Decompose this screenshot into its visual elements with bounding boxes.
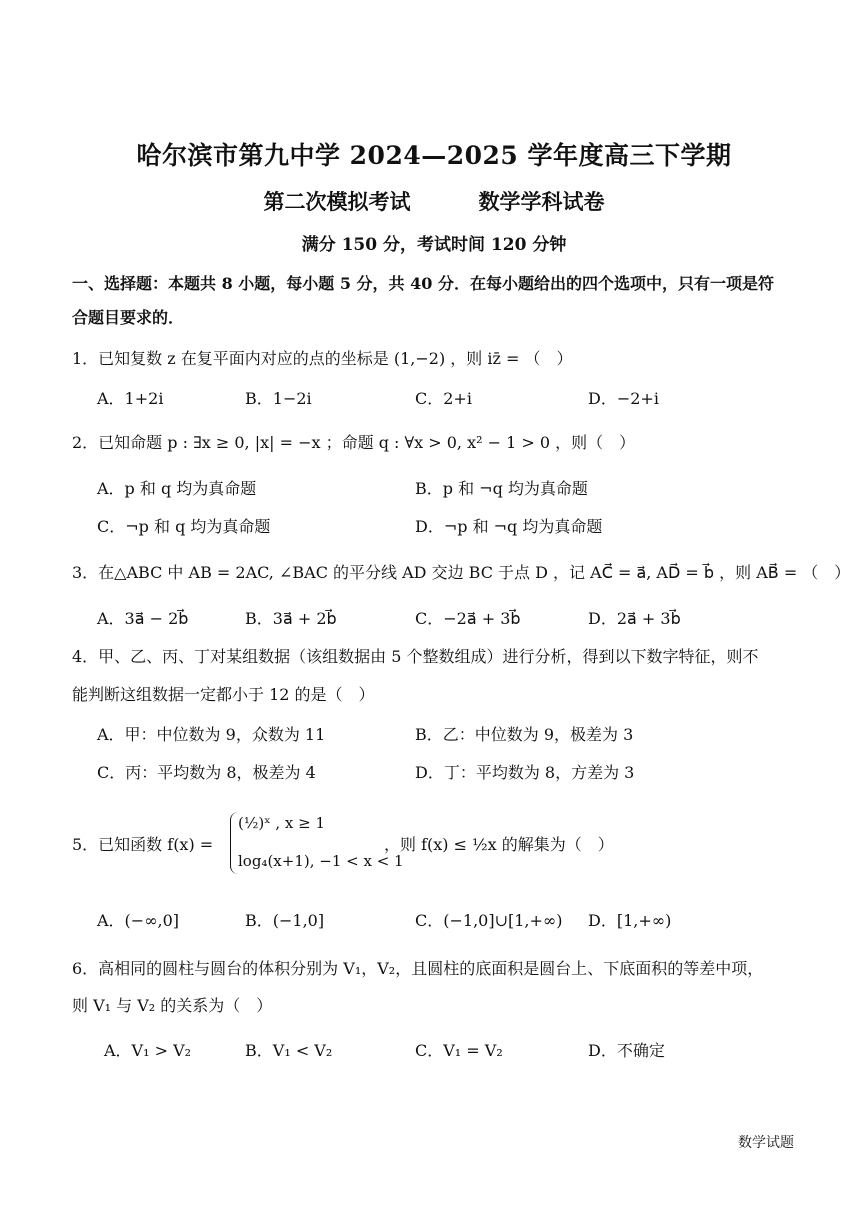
question-4-option-c[interactable]: C．丙：平均数为 8，极差为 4 — [97, 763, 316, 782]
question-2-stem: 2．已知命题 p : ∃x ≥ 0, |x| = −x ；命题 q : ∀x > 0, x² − 1 > 0 ，则（ ） — [72, 433, 636, 452]
question-5-prefix: 5．已知函数 f(x) = — [72, 835, 214, 854]
question-3-option-c[interactable]: C．−2a⃗ + 3b⃗ — [415, 609, 521, 628]
question-3-option-d[interactable]: D．2a⃗ + 3b⃗ — [588, 609, 681, 628]
question-4-option-b[interactable]: B．乙：中位数为 9，极差为 3 — [415, 725, 634, 744]
question-5-option-b[interactable]: B．(−1,0] — [245, 911, 325, 930]
question-6-stem-line1: 6．高相同的圆柱与圆台的体积分别为 V₁，V₂，且圆柱的底面积是圆台上、下底面积的等差中项， — [72, 959, 764, 978]
exam-subtitle — [0, 186, 868, 216]
question-1-option-b[interactable]: B．1−2i — [245, 389, 312, 408]
question-6-option-d[interactable]: D．不确定 — [588, 1041, 665, 1060]
exam-title: 哈尔滨市第九中学 2024—2025 学年度高三下学期 — [136, 141, 732, 170]
section-heading-line2: 合题目要求的． — [72, 308, 185, 327]
question-5-case-2: log₄(x+1), −1 < x < 1 — [238, 852, 404, 870]
question-4-stem-line2: 能判断这组数据一定都小于 12 的是（ ） — [72, 685, 375, 704]
exam-info: 满分 150 分，考试时间 120 分钟 — [301, 235, 567, 255]
question-5-option-c[interactable]: C．(−1,0]∪[1,+∞) — [415, 911, 563, 930]
exam-subject: 数学学科试卷 — [478, 189, 605, 214]
question-6-option-c[interactable]: C．V₁ = V₂ — [415, 1041, 503, 1060]
question-6-option-a[interactable]: A．V₁ > V₂ — [104, 1041, 192, 1060]
question-3-stem: 3．在△ABC 中 AB = 2AC, ∠BAC 的平分线 AD 交边 BC 于点 D ，记 AC⃗ = a⃗, AD⃗ = b⃗ ，则 AB⃗ = （ ） — [72, 563, 851, 582]
question-1-option-a[interactable]: A．1+2i — [97, 389, 164, 408]
question-2-option-d[interactable]: D．¬p 和 ¬q 均为真命题 — [415, 517, 603, 536]
question-5-option-a[interactable]: A．(−∞,0] — [97, 911, 180, 930]
exam-type: 第二次模拟考试 — [263, 189, 411, 214]
section-heading-line1: 一、选择题：本题共 8 小题，每小题 5 分，共 40 分．在每小题给出的四个选项中，只有一项是符 — [72, 274, 774, 293]
question-2-option-a[interactable]: A．p 和 q 均为真命题 — [97, 479, 257, 498]
question-5-suffix: ，则 f(x) ≤ ½x 的解集为（ ） — [384, 835, 614, 854]
question-4-option-a[interactable]: A．甲：中位数为 9，众数为 11 — [97, 725, 326, 744]
question-1-option-c[interactable]: C．2+i — [415, 389, 472, 408]
question-1-stem: 1．已知复数 z 在复平面内对应的点的坐标是 (1,−2) ，则 iz̄ = （ ） — [72, 349, 573, 368]
question-2-option-b[interactable]: B．p 和 ¬q 均为真命题 — [415, 479, 588, 498]
question-6-stem-line2: 则 V₁ 与 V₂ 的关系为（ ） — [72, 996, 273, 1015]
question-4-option-d[interactable]: D．丁：平均数为 8，方差为 3 — [415, 763, 635, 782]
page-footer: 数学试题 — [738, 1135, 794, 1151]
question-2-option-c[interactable]: C．¬p 和 q 均为真命题 — [97, 517, 271, 536]
question-5-case-1: (½)ˣ , x ≥ 1 — [238, 814, 326, 832]
question-6-option-b[interactable]: B．V₁ < V₂ — [245, 1041, 333, 1060]
question-4-stem-line1: 4．甲、乙、丙、丁对某组数据（该组数据由 5 个整数组成）进行分析，得到以下数字特征，则不 — [72, 647, 759, 666]
question-3-option-b[interactable]: B．3a⃗ + 2b⃗ — [245, 609, 337, 628]
question-3-option-a[interactable]: A．3a⃗ − 2b⃗ — [97, 609, 189, 628]
question-5-option-d[interactable]: D．[1,+∞) — [588, 911, 672, 930]
question-1-option-d[interactable]: D．−2+i — [588, 389, 659, 408]
